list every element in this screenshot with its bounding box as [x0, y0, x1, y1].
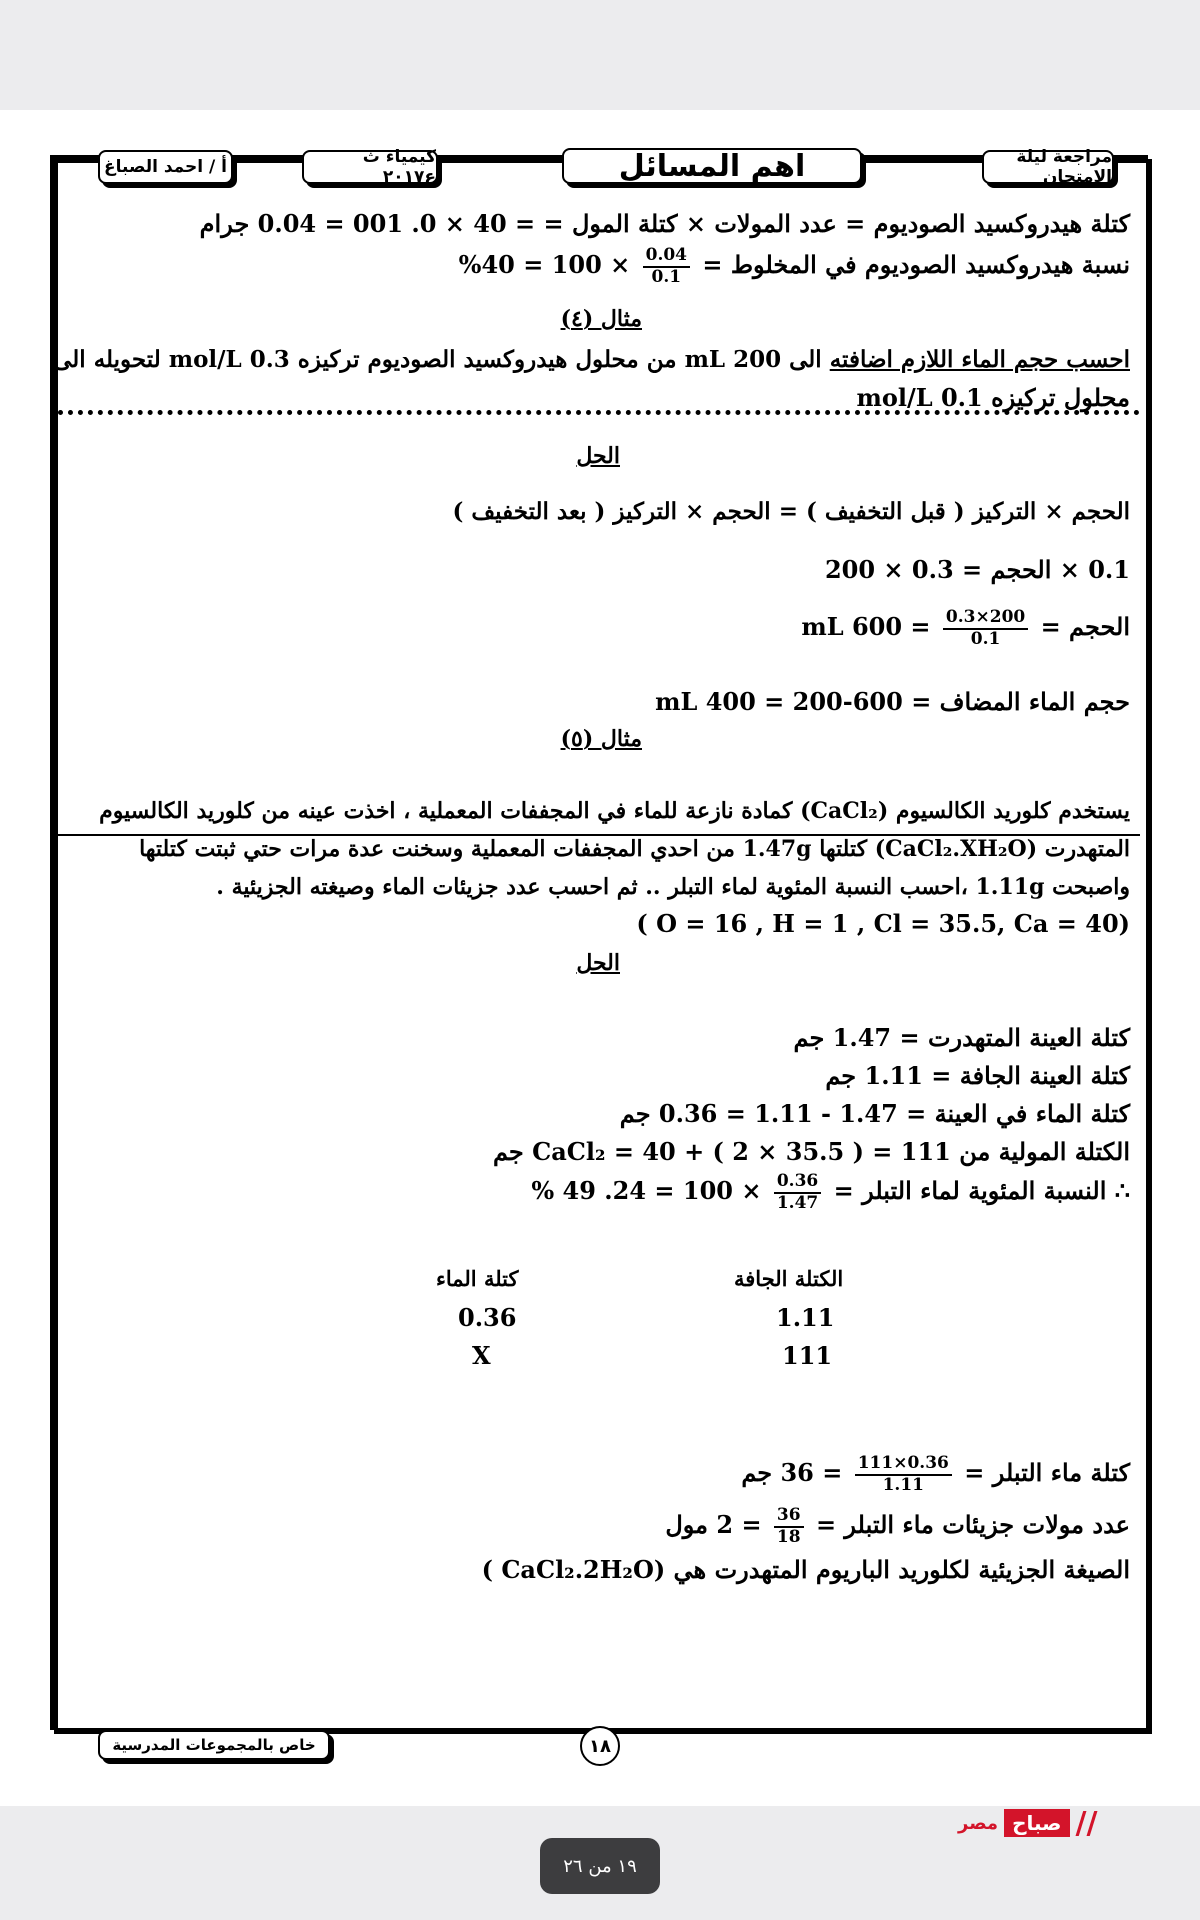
added-water-volume: حجم الماء المضاف = 600-200 = 400 mL — [655, 687, 1130, 716]
percentage-fraction — [774, 1172, 821, 1213]
example-4-solution-label: الحل — [576, 443, 620, 469]
naoh-percent-line: نسبة هيدروكسيد الصوديوم في المخلوط = $\frac{0.04}{0.1}$ × 100 = 40% — [458, 245, 1130, 287]
table-cell: 1.11 — [776, 1303, 835, 1332]
fraction-numerator: 0.04 — [643, 246, 690, 268]
example-5-title: مثال (٥) — [560, 726, 642, 752]
water-percentage: ∴ النسبة المئوية لماء التبلر = $\frac{0.36}{1.47}$ × 100 = 24. 49 % — [531, 1171, 1130, 1213]
water-mass-label: كتلة ماء التبلر = — [964, 1458, 1130, 1488]
page-number-badge: ١٨ — [580, 1726, 620, 1766]
fraction-denominator: 0.1 — [970, 628, 1001, 649]
table-cell: 111 — [782, 1341, 833, 1370]
water-mass-result: = 36 جم — [741, 1458, 843, 1488]
water-moles-result: = 2 مول — [665, 1510, 762, 1540]
brand-text: مصر — [958, 1812, 999, 1834]
example-4-title: مثال (٤) — [560, 306, 642, 332]
brand-box: صباح — [1004, 1809, 1069, 1837]
molar-mass: الكتلة المولية من CaCl₂ = 40 + ( 2 × 35.5 ) = 111 جم — [492, 1137, 1130, 1166]
water-mass: كتلة الماء في العينة = 1.47 - 1.11 = 0.36 جم — [619, 1099, 1130, 1128]
chapter-title-tag: اهم المسائل — [562, 148, 862, 184]
dilution-law: الحجم × التركيز ( قبل التخفيف ) = الحجم × التركيز ( بعد التخفيف ) — [452, 498, 1130, 525]
percentage-result: × 100 = 24. 49 % — [531, 1176, 762, 1206]
water-mass-fraction — [855, 1454, 952, 1495]
question-underlined: احسب حجم الماء اللازم اضافته — [829, 346, 1130, 373]
fraction-numerator: 200×0.3 — [943, 608, 1028, 630]
table-cell: X — [472, 1341, 491, 1370]
hydration-water-mass — [741, 1454, 1130, 1495]
table-cell: 0.36 — [458, 1303, 517, 1332]
volume-equation — [801, 608, 1130, 649]
fraction-denominator: 1.47 — [776, 1192, 819, 1213]
example-5-question-line3: واصبحت 1.11g ،احسب النسبة المئوية لماء التبلر .. ثم احسب عدد جزيئات الماء وصيغته الجزيئية . — [216, 874, 1130, 900]
brand-bars-icon: // — [1075, 1805, 1098, 1841]
water-moles-fraction — [774, 1506, 804, 1547]
example-4-question-line2: محلول تركيزه 0.1 mol/L — [856, 383, 1130, 412]
document-page — [0, 110, 1200, 1806]
water-moles-label: عدد مولات جزيئات ماء التبلر — [844, 1510, 1130, 1540]
water-moles: عدد مولات جزيئات ماء التبلر = $\frac{36}{18}$ = 2 مول — [665, 1505, 1130, 1547]
volume-result: = 600 mL — [801, 612, 931, 642]
review-tag: مراجعة ليلة الامتحان — [982, 150, 1114, 184]
author-tag: أ / احمد الصباغ — [98, 150, 233, 184]
percentage-label: ∴ النسبة المئوية لماء التبلر — [862, 1176, 1130, 1206]
dilution-equation: 0.1 × الحجم = 0.3 × 200 — [824, 555, 1130, 584]
question-text: الى 200 mL من محلول هيدروكسيد الصوديوم تركيزه 0.3 mol/L لتحويله الى — [53, 346, 830, 373]
fraction-numerator: 36 — [774, 1506, 804, 1528]
fraction-denominator: 0.1 — [651, 266, 682, 287]
subject-tag: كيمياء ث ع٢٠١٧ — [302, 150, 438, 184]
page-indicator[interactable]: ١٩ من ٢٦ — [540, 1838, 660, 1894]
example-4-question-line1 — [53, 346, 1130, 374]
naoh-mass-line: كتلة هيدروكسيد الصوديوم = عدد المولات × كتلة المول = = 40 × 0. 001 = 0.04 جرام — [199, 209, 1130, 238]
dry-mass: كتلة العينة الجافة = 1.11 جم — [825, 1061, 1130, 1090]
volume-label: الحجم = — [1040, 612, 1130, 642]
table-header-dry-mass: الكتلة الجافة — [734, 1266, 844, 1291]
percent-fraction — [643, 246, 690, 287]
hydrated-mass: كتلة العينة المتهدرت = 1.47 جم — [793, 1023, 1130, 1052]
table-header-water-mass: كتلة الماء — [436, 1266, 519, 1291]
fraction-numerator: 0.36×111 — [855, 1454, 952, 1476]
fraction-denominator: 1.11 — [882, 1474, 924, 1495]
volume-fraction — [943, 608, 1028, 649]
molecular-formula: الصيغة الجزيئية لكلوريد الباريوم المتهدرت هي (CaCl₂.2H₂O ) — [481, 1555, 1130, 1584]
percent-result: × 100 = 40% — [458, 250, 631, 280]
footer-tag: خاص بالمجموعات المدرسية — [98, 1730, 330, 1760]
percent-label: نسبة هيدروكسيد الصوديوم في المخلوط — [730, 250, 1130, 280]
atomic-masses: (O = 16 , H = 1 , Cl = 35.5, Ca = 40 ) — [636, 909, 1130, 938]
example-5-question-line1: يستخدم كلوريد الكالسيوم (CaCl₂) كمادة نازعة للماء في المجففات المعملية ، اخذت عينه من كلوريد الكالسيوم — [99, 798, 1130, 824]
brand-logo — [958, 1805, 1148, 1841]
fraction-numerator: 0.36 — [774, 1172, 821, 1194]
example-5-question-line2: المتهدرت (CaCl₂.XH₂O) كتلتها 1.47g من احدي المجففات المعملية وسخنت عدة مرات حتي ثبتت كتلتها — [139, 836, 1130, 862]
example-5-solution-label: الحل — [576, 950, 620, 976]
fraction-denominator: 18 — [776, 1526, 801, 1547]
